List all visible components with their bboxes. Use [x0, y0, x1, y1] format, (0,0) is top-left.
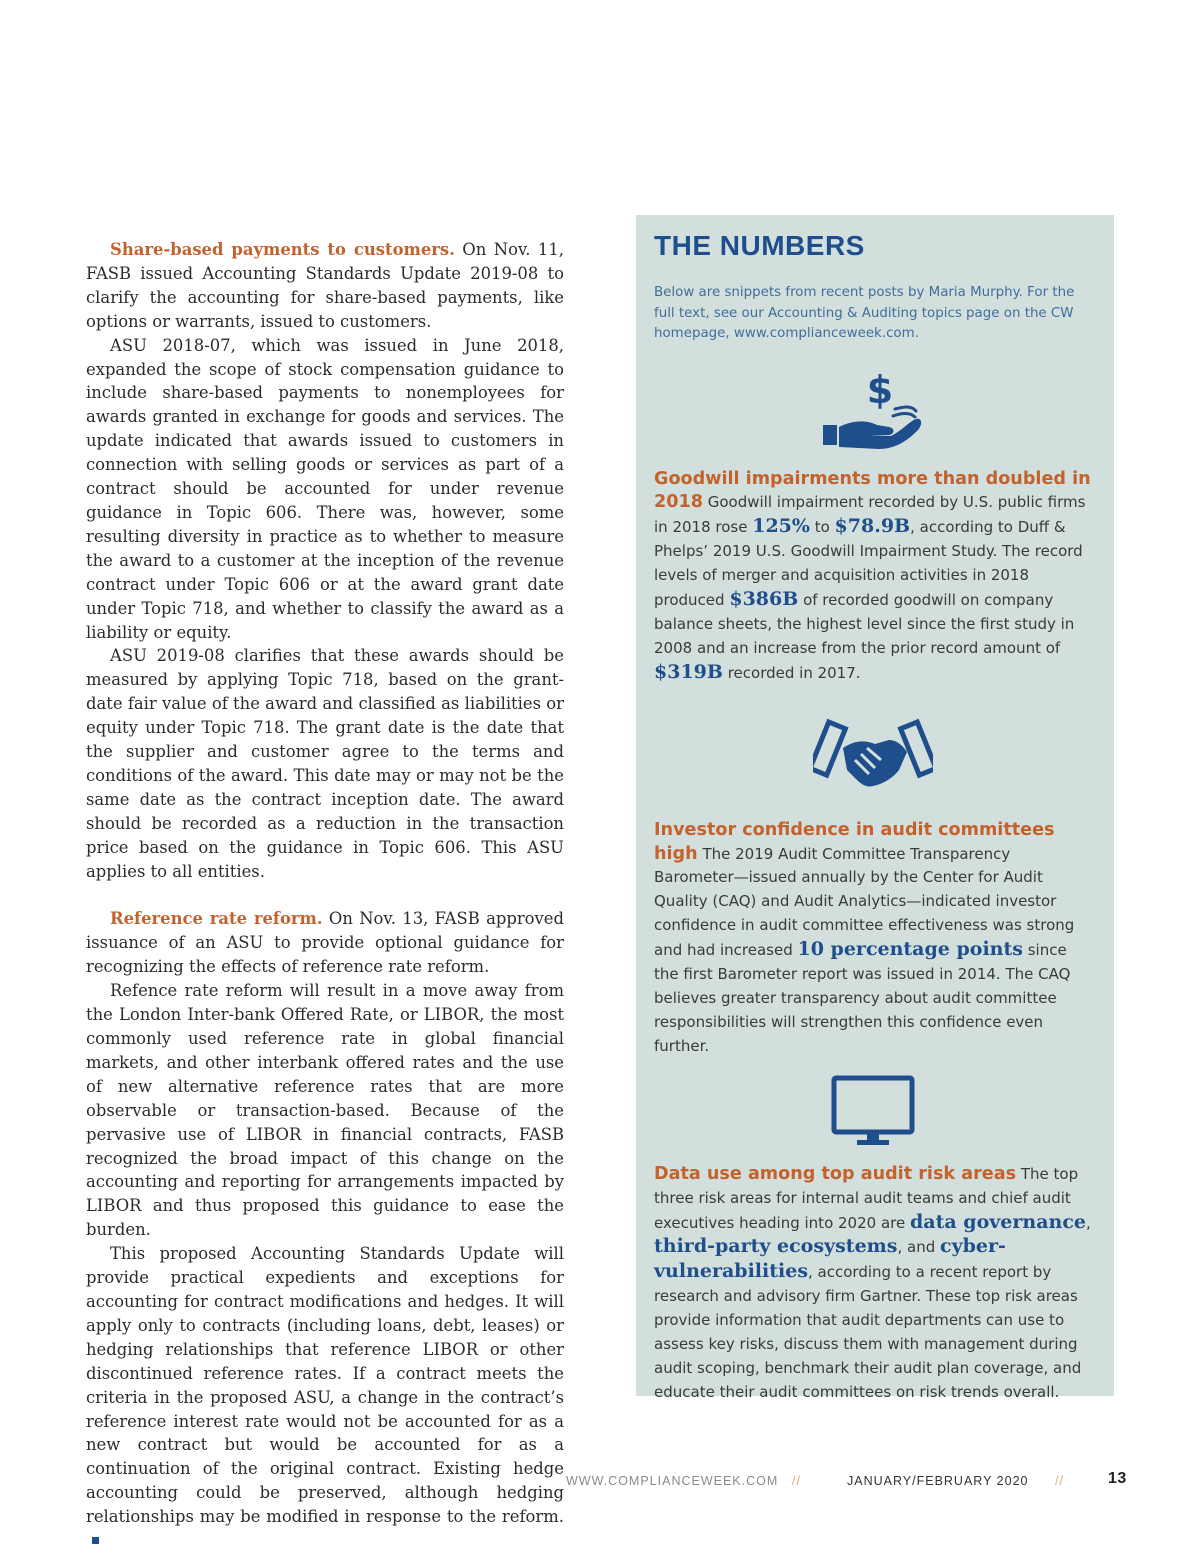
item-text: Goodwill impairment recorded by U.S. public firms in 2018 rose [654, 493, 1086, 537]
dollar-hand-icon [654, 369, 1092, 453]
item-text: to [809, 518, 835, 537]
item-text: recorded in 2017. [722, 663, 861, 682]
sidebar-title: THE NUMBERS [654, 230, 865, 261]
monitor-icon [654, 1075, 1092, 1147]
paragraph: ASU 2019-08 clarifies that these awards should be measured by applying Topic 718, based on the grant-date fair value of the award and classified as liabilities or equity under Topic 718. The grant date is the date that the supplier and customer agree to the terms and conditions of the award. This date may or may not be the same date as the contract inception date. The award should be recorded as a reduction in the transaction price based on the guidance in Topic 606. This ASU applies to all entities. [86, 646, 564, 881]
article-body [86, 238, 564, 1553]
end-mark-icon [92, 1537, 99, 1544]
item-title: Investor confidence in audit committees high [654, 819, 1055, 864]
page-number: 13 [1108, 1470, 1127, 1487]
page-footer [0, 1470, 1200, 1494]
stat-value: $78.9B [834, 515, 911, 538]
svg-text:$: $ [866, 368, 894, 412]
stat-value: 10 percentage points [797, 938, 1023, 961]
paragraph: Refence rate reform will result in a move away from the London Inter-bank Offered Rate, or LIBOR, the most commonly used reference rate in global financial markets, and other interbank offered rates and the use of new alternative reference rates that are more observable or transaction-based. Because of the pervasive use of LIBOR in financial contracts, FASB recognized the broad impact of this change on the accounting and reporting for arrangements impacted by LIBOR and thus proposed this guidance to ease the burden. [86, 981, 564, 1240]
numbers-item-data-use [654, 1163, 1092, 1405]
stat-value: $386B [729, 588, 799, 611]
section-gap [86, 883, 564, 907]
stat-value: 125% [752, 515, 810, 538]
item-text: , according to a recent report by research and advisory firm Gartner. These top risk areas provide information that audit departments can use to assess key risks, discuss them with management during audit scoping, benchmark their audit plan coverage, and educate their audit committees on risk trends overall. [654, 1263, 1082, 1401]
paragraph [86, 1242, 564, 1553]
paragraph [86, 238, 564, 334]
item-title: Data use among top audit risk areas [654, 1163, 1017, 1184]
paragraph-text: On Nov. 11, FASB issued Accounting Standards Update 2019-08 to clarify the accounting for share-based payments, like options or warrants, issued to customers. [86, 240, 564, 331]
paragraph-text: This proposed Accounting Standards Update will provide practical expedients and exceptions for accounting for contract modifications and hedges. It will apply only to contracts (including loans, debt, leases) or hedging relationships that reference LIBOR or other discontinued reference rates. If a contract meets the criteria in the proposed ASU, a change in the contract’s reference interest rate would not be accounted for as a new contract but would be accounted for as a continuation of the original contract. Existing hedge accounting could be preserved, although hedging relationships may be modified in response to the reform. [86, 1244, 564, 1527]
item-text: , and [897, 1238, 940, 1257]
stat-value: data governance [909, 1210, 1086, 1233]
item-text: of recorded goodwill on company balance sheets, the highest level since the first study in 2008 and an increase from the prior record amount of [654, 591, 1075, 657]
footer-website: WWW.COMPLIANCEWEEK.COM [566, 1474, 779, 1488]
paragraph [86, 907, 564, 979]
handshake-icon [654, 718, 1092, 794]
item-text: The top three risk areas for internal audit teams and chief audit executives heading into 2020 are [654, 1164, 1079, 1232]
stat-value: third-party ecosystems [654, 1235, 898, 1258]
item-text: since the first Barometer report was issued in 2014. The CAQ believes greater transparency about audit committee responsibilities will strengthen this confidence even further. [654, 941, 1071, 1055]
footer-issue-date: JANUARY/FEBRUARY 2020 [847, 1474, 1029, 1488]
numbers-item-investor-confidence [654, 819, 1092, 1059]
item-text: The 2019 Audit Committee Transparency Barometer—issued annually by the Center for Audit Quality (CAQ) and Audit Analytics—indicated investor confidence in audit committee effectiveness was strong and had increased [654, 844, 1075, 960]
item-text: , [1085, 1213, 1091, 1232]
footer-separator: // [1055, 1474, 1064, 1488]
sidebar-intro: Below are snippets from recent posts by Maria Murphy. For the full text, see our Accounting & Auditing topics page on the CW homepage, www.complianceweek.com. [654, 285, 1075, 341]
section-lead-share-based: Share-based payments to customers. [110, 240, 455, 259]
item-title: Goodwill impairments more than doubled in 2018 [654, 468, 1091, 513]
paragraph: ASU 2018-07, which was issued in June 2018, expanded the scope of stock compensation guidance to include share-based payments to nonemployees for awards granted in exchange for goods and services. The update indicated that awards issued to customers in connection with selling goods or services as part of a contract should be accounted for under revenue guidance in Topic 606. There was, however, some resulting diversity in practice as to whether to measure the award to a customer at the inception of the revenue contract under Topic 606 or at the award grant date under Topic 718, and whether to classify the award as a liability or equity. [86, 335, 564, 642]
stat-value: $319B [654, 660, 723, 683]
paragraph-text: On Nov. 13, FASB approved issuance of an ASU to provide optional guidance for recognizing the effects of reference rate reform. [86, 909, 564, 977]
numbers-item-goodwill [654, 468, 1092, 686]
section-lead-reference-rate: Reference rate reform. [110, 909, 323, 929]
stat-value: cyber-vulnerabilities [654, 1235, 1006, 1283]
the-numbers-sidebar [636, 215, 1114, 1401]
footer-separator: // [792, 1474, 801, 1488]
item-text: , according to Duff & Phelps’ 2019 U.S. Goodwill Impairment Study. The record levels of merger and acquisition activities in 2018 produced [654, 518, 1083, 610]
